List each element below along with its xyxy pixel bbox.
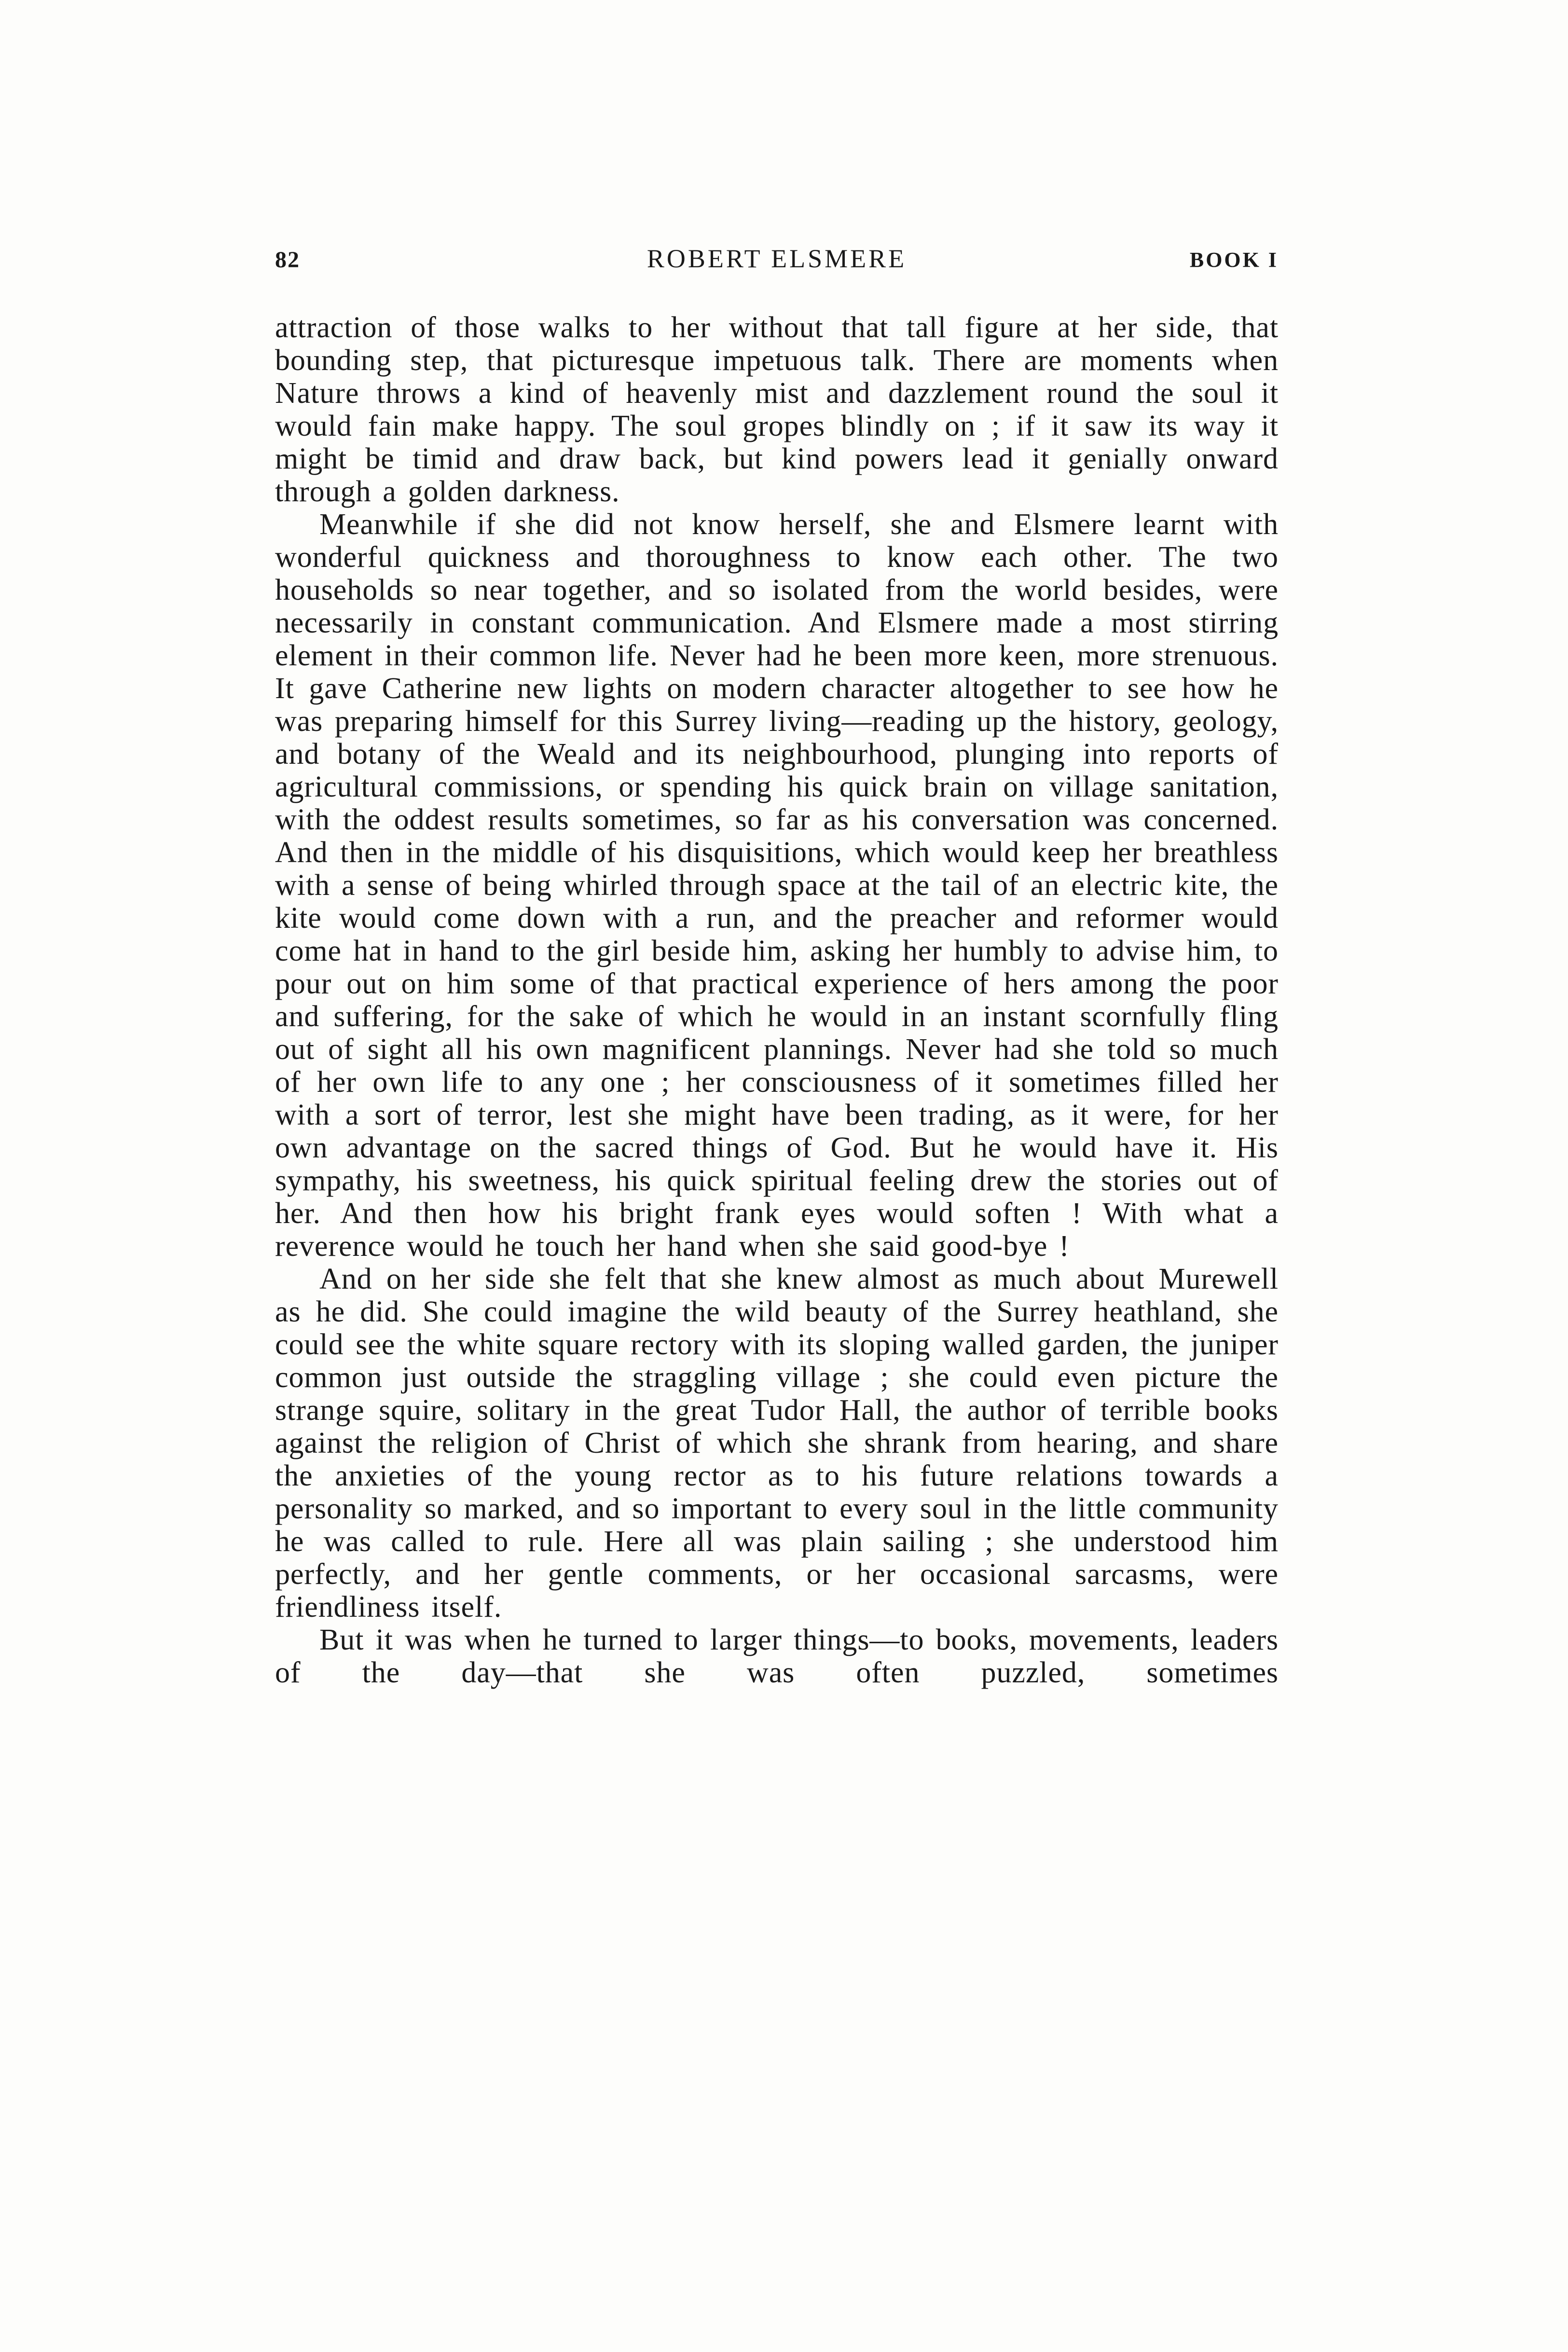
paragraph-4: But it was when he turned to larger things—to books, movements, leaders of the day—that she was often puzzled, sometimes <box>275 1623 1279 1689</box>
running-title: ROBERT ELSMERE <box>646 244 907 273</box>
running-header <box>275 244 1279 277</box>
page-number: 82 <box>275 247 300 273</box>
book-label: BOOK I <box>1189 248 1279 272</box>
paragraph-2: Meanwhile if she did not know herself, she and Elsmere learnt with wonderful quickness and thoroughness to know each other. The two households so near together, and so isolated from the world besides, were necessarily in constant communication. And Elsmere made a most stirring element in their common life. Never had he been more keen, more strenuous. It gave Catherine new lights on modern character altogether to see how he was preparing himself for this Surrey living—reading up the history, geology, and botany of the Weald and its neighbourhood, plunging into reports of agricultural commissions, or spending his quick brain on village sanitation, with the oddest results sometimes, so far as his conversation was concerned. And then in the middle of his disquisitions, which would keep her breathless with a sense of being whirled through space at the tail of an electric kite, the kite would come down with a run, and the preacher and reformer would come hat in hand to the girl beside him, asking her humbly to advise him, to pour out on him some of that practical experience of hers among the poor and suffering, for the sake of which he would in an instant scornfully fling out of sight all his own magnificent plannings. Never had she told so much of her own life to any one ; her consciousness of it sometimes filled her with a sort of terror, lest she might have been trading, as it were, for her own advantage on the sacred things of God. But he would have it. His sympathy, his sweetness, his quick spiritual feeling drew the stories out of her. And then how his bright frank eyes would soften ! With what a reverence would he touch her hand when she said good-bye ! <box>275 508 1279 1263</box>
body-text <box>275 311 1279 1689</box>
paragraph-1: attraction of those walks to her without that tall figure at her side, that bounding step, that picturesque impetuous talk. There are moments when Nature throws a kind of heavenly mist and dazzlement round the soul it would fain make happy. The soul gropes blindly on ; if it saw its way it might be timid and draw back, but kind powers lead it genially onward through a golden darkness. <box>275 311 1279 508</box>
page-content <box>275 244 1279 1689</box>
paragraph-3: And on her side she felt that she knew almost as much about Murewell as he did. She could imagine the wild beauty of the Surrey heathland, she could see the white square rectory with its sloping walled garden, the juniper common just outside the straggling village ; she could even picture the strange squire, solitary in the great Tudor Hall, the author of terrible books against the religion of Christ of which she shrank from hearing, and share the anxieties of the young rector as to his future relations towards a personality so marked, and so important to every soul in the little community he was called to rule. Here all was plain sailing ; she understood him perfectly, and her gentle comments, or her occasional sarcasms, were friendliness itself. <box>275 1263 1279 1623</box>
